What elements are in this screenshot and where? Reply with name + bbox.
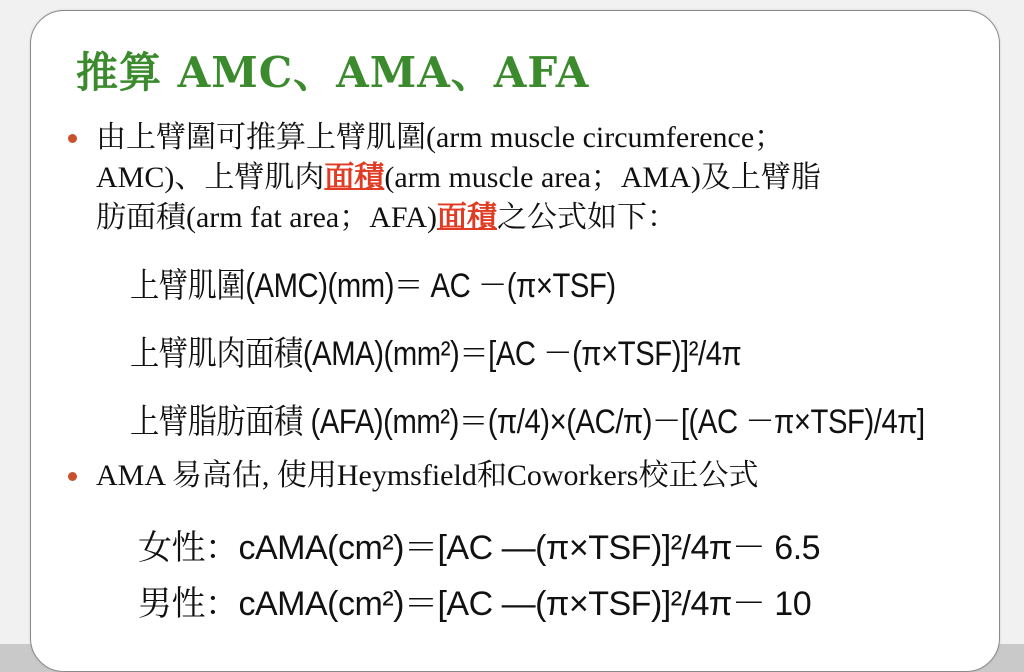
bullet-1-line-2-start: AMC)、上臂肌肉 [96, 161, 325, 194]
highlight-area-2: 面積 [437, 201, 497, 234]
bullet-1-text [96, 118, 966, 238]
formula-afa: 上臂脂肪面積 (AFA)(mm²)＝(π/4)×(AC/π)－[(AC －π×TSF)/4π] [130, 403, 925, 441]
formula-ama: 上臂肌肉面積(AMA)(mm²)＝[AC －(π×TSF)]²/4π [130, 335, 742, 373]
bullet-1-line-3 [96, 198, 966, 238]
bullet-1-line-2 [96, 158, 966, 198]
formula-male: 男性：cAMA(cm²)＝[AC —(π×TSF)]²/4π－ 10 [138, 585, 812, 623]
bullet-1-line-2-end: (arm muscle area；AMA)及上臂脂 [384, 161, 821, 194]
bullet-1-line-3-end: 之公式如下： [497, 201, 677, 234]
bullet-1-line-1: 由上臂圍可推算上臂肌圍(arm muscle circumference； [96, 121, 785, 154]
slide-title: 推算 AMC、AMA、AFA [76, 48, 590, 97]
bullet-dot-icon [68, 134, 77, 143]
highlight-area-1: 面積 [324, 161, 385, 194]
formula-female: 女性：cAMA(cm²)＝[AC —(π×TSF)]²/4π－ 6.5 [138, 529, 821, 567]
bullet-2-text: AMA 易高估, 使用Heymsfield和Coworkers校正公式 [96, 459, 759, 492]
formula-amc: 上臂肌圍(AMC)(mm)＝ AC －(π×TSF) [130, 267, 616, 305]
bullet-dot-icon [68, 472, 77, 481]
bullet-1-line-3-start: 肪面積(arm fat area；AFA) [96, 201, 437, 234]
